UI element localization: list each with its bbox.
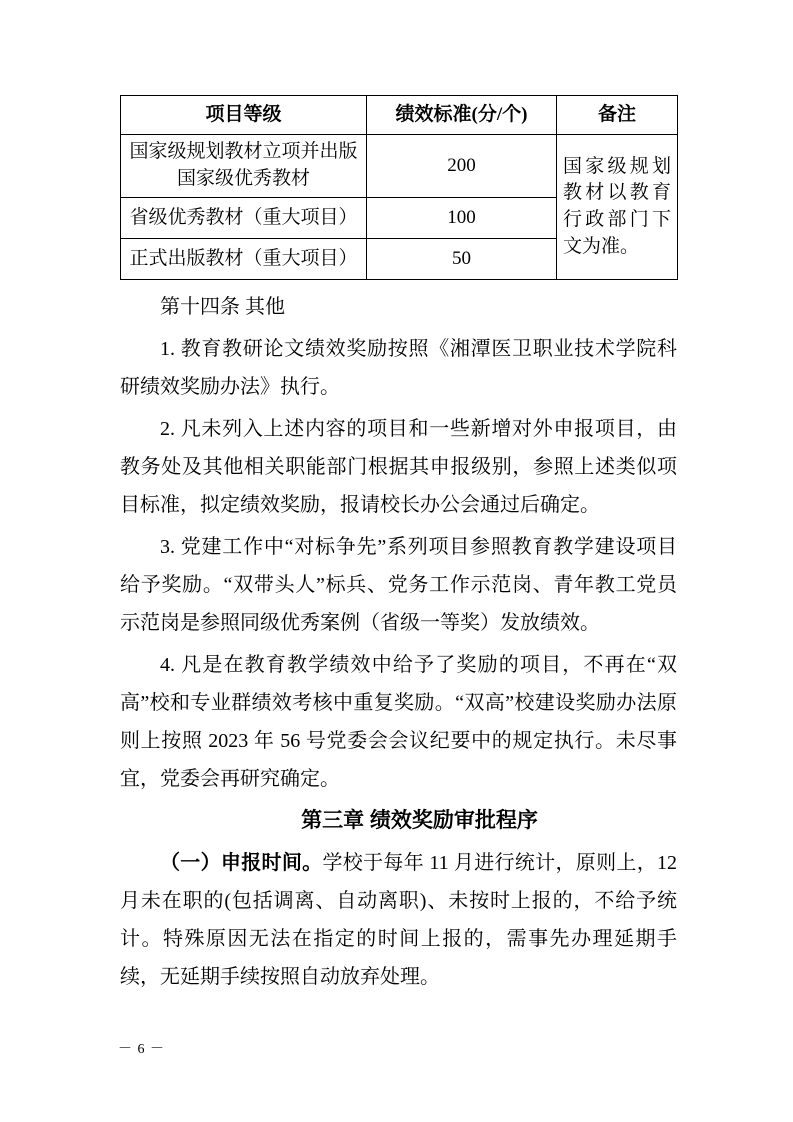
- grade-line: 国家级优秀教材: [176, 168, 310, 189]
- header-remarks: 备注: [557, 96, 678, 135]
- closing-lead: （一）申报时间。: [160, 852, 323, 874]
- remarks-cell: 国家级规划教材以教育行政部门下文为准。: [557, 135, 678, 280]
- document-content: [120, 95, 677, 1000]
- grade-cell: [121, 135, 367, 198]
- paragraph-1: 1. 教育教研论文绩效奖励按照《湘潭医卫职业技术学院科研绩效奖励办法》执行。: [120, 338, 677, 398]
- paragraph-3: 3. 党建工作中“对标争先”系列项目参照教育教学建设项目给予奖励。“双带头人”标兵、党务工作示范岗、青年教工党员示范岗是参照同级优秀案例（省级一等奖）发放绩效。: [120, 536, 677, 634]
- grade-line: 国家级规划教材立项并出版: [129, 141, 358, 163]
- score-cell: 100: [367, 198, 557, 239]
- header-performance-standard: 绩效标准(分/个): [367, 96, 557, 135]
- paragraph-2: 2. 凡未列入上述内容的项目和一些新增对外申报项目，由教务处及其他相关职能部门根据其申报级别，参照上述类似项目标准，拟定绩效奖励，报请校长办公会通过后确定。: [120, 418, 677, 516]
- score-cell: 50: [367, 239, 557, 280]
- chapter-3-title: 第三章 绩效奖励审批程序: [301, 809, 538, 832]
- table-row: [121, 135, 678, 198]
- performance-standard-table: [120, 95, 678, 280]
- score-cell: 200: [367, 135, 557, 198]
- grade-cell: 正式出版教材（重大项目）: [121, 239, 367, 280]
- page-number: － 6 －: [118, 1042, 165, 1057]
- header-project-grade: 项目等级: [121, 96, 367, 135]
- closing-text: 学校于每年 11 月进行统计，原则上，12 月未在职的(包括调离、自动离职)、未按时上报的，不给予统计。特殊原因无法在指定的时间上报的，需事先办理延期手续，无延期手续按照自动放弃处理。: [120, 852, 678, 988]
- grade-cell: 省级优秀教材（重大项目）: [121, 198, 367, 239]
- article-14-title: 第十四条 其他: [160, 296, 285, 318]
- table-header-row: [121, 96, 678, 135]
- paragraph-4: 4. 凡是在教育教学绩效中给予了奖励的项目，不再在“双高”校和专业群绩效考核中重复奖励。“双高”校建设奖励办法原则上按照 2023 年 56 号党委会会议纪要中的规定执行。未尽事宜，党委会再研究确定。: [120, 654, 677, 790]
- body-text: [120, 288, 677, 996]
- closing-paragraph: [120, 844, 677, 996]
